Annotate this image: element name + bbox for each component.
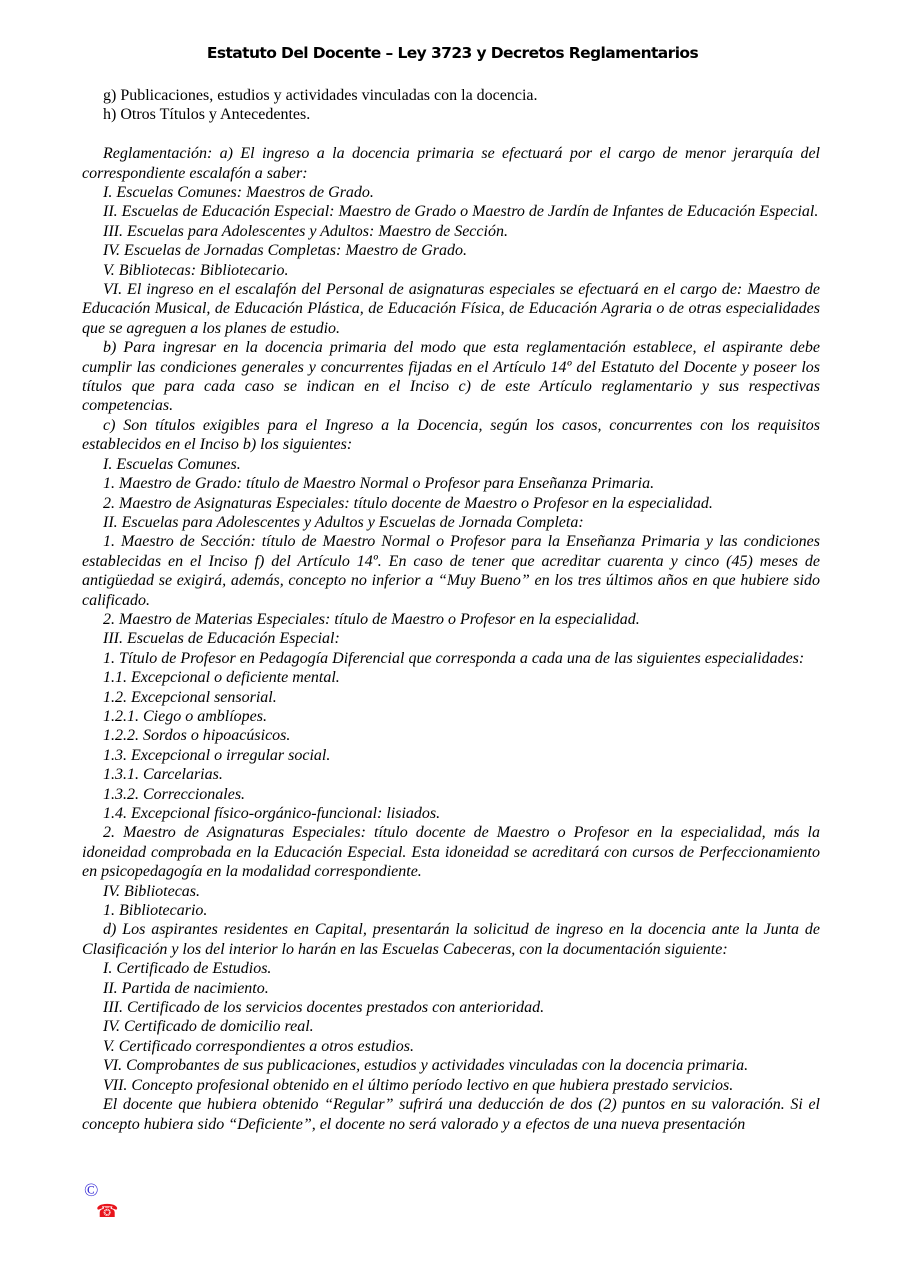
paragraph: V. Certificado correspondientes a otros estudios. bbox=[103, 1037, 414, 1055]
paragraph: d) Los aspirantes residentes en Capital, presentarán la solicitud de ingreso en la docencia ante la Junta de Clasificación y los del interior lo harán en las Escuelas Cabeceras, con la documentación siguiente: bbox=[82, 921, 820, 958]
paragraph: 1. Bibliotecario. bbox=[103, 902, 208, 920]
paragraph: Reglamentación: a) El ingreso a la docencia primaria se efectuará por el cargo de menor jerarquía del correspondiente escalafón a saber: bbox=[82, 145, 820, 182]
paragraph: El docente que hubiera obtenido “Regular” sufrirá una deducción de dos (2) puntos en su valoración. Si el concepto hubiera sido “Deficiente”, el docente no será valorado y a efectos de una nueva presentación bbox=[82, 1096, 820, 1133]
paragraph: 1. Maestro de Grado: título de Maestro Normal o Profesor para Enseñanza Primaria. bbox=[103, 475, 655, 493]
paragraph: 2. Maestro de Materias Especiales: título de Maestro o Profesor en la especialidad. bbox=[103, 610, 640, 628]
paragraph: I. Escuelas Comunes. bbox=[103, 455, 241, 473]
paragraph: VI. Comprobantes de sus publicaciones, estudios y actividades vinculadas con la docencia primaria. bbox=[103, 1057, 749, 1075]
paragraph: 1. Maestro de Sección: título de Maestro Normal o Profesor para la Enseñanza Primaria y las condiciones establecidas en el Inciso f) del Artículo 14º. En caso de tener que acreditar cuarenta y cinco (45) meses de antigüedad se exigirá, además, concepto no inferior a “Muy Bueno” en los tres últimos años en que hubiere sido calificado. bbox=[82, 533, 820, 609]
paragraph: I. Certificado de Estudios. bbox=[103, 960, 272, 978]
copyright-icon: © bbox=[84, 1180, 99, 1201]
paragraph: VI. El ingreso en el escalafón del Personal de asignaturas especiales se efectuará en el cargo de: Maestro de Educación Musical, de Educación Plástica, de Educación Física, de Educación Agraria o de otras especialidades que se agreguen a los planes de estudio. bbox=[82, 281, 820, 337]
intro-item: h) Otros Títulos y Antecedentes. bbox=[103, 106, 311, 124]
paragraph: 1. Título de Profesor en Pedagogía Diferencial que corresponda a cada una de las siguientes especialidades: bbox=[103, 649, 805, 667]
paragraph: II. Escuelas de Educación Especial: Maestro de Grado o Maestro de Jardín de Infantes de Educación Especial. bbox=[103, 203, 819, 221]
paragraph: I. Escuelas Comunes: Maestros de Grado. bbox=[103, 184, 374, 202]
telephone-icon: ☎ bbox=[96, 1201, 119, 1221]
paragraph: b) Para ingresar en la docencia primaria del modo que esta reglamentación establece, el aspirante debe cumplir las condiciones generales y concurrentes fijadas en el Artículo 14º del Estatuto del Docente y poseer los títulos que para cada caso se indican en el Inciso c) de este Artículo reglamentario y sus respectivas competencias. bbox=[82, 339, 820, 415]
paragraph: 1.3.2. Correccionales. bbox=[103, 785, 246, 803]
paragraph: III. Certificado de los servicios docentes prestados con anterioridad. bbox=[103, 999, 545, 1017]
paragraph: c) Son títulos exigibles para el Ingreso a la Docencia, según los casos, concurrentes con los requisitos establecidos en el Inciso b) los siguientes: bbox=[82, 416, 820, 454]
paragraph: IV. Certificado de domicilio real. bbox=[103, 1018, 314, 1036]
paragraph: IV. Bibliotecas. bbox=[103, 882, 201, 900]
paragraph: 1.1. Excepcional o deficiente mental. bbox=[103, 669, 340, 687]
spacer bbox=[82, 125, 820, 144]
paragraph: II. Escuelas para Adolescentes y Adultos y Escuelas de Jornada Completa: bbox=[103, 513, 584, 531]
paragraph: III. Escuelas para Adolescentes y Adultos: Maestro de Sección. bbox=[103, 222, 508, 240]
paragraph: 1.2.2. Sordos o hipoacúsicos. bbox=[103, 727, 291, 745]
page-header-title: Estatuto Del Docente – Ley 3723 y Decretos Reglamentarios bbox=[206, 44, 699, 62]
paragraph: IV. Escuelas de Jornadas Completas: Maestro de Grado. bbox=[103, 242, 467, 260]
intro-item: g) Publicaciones, estudios y actividades vinculadas con la docencia. bbox=[103, 87, 538, 104]
paragraph: 1.4. Excepcional físico-orgánico-funcional: lisiados. bbox=[103, 805, 441, 823]
document-body bbox=[82, 86, 820, 1134]
paragraph: III. Escuelas de Educación Especial: bbox=[103, 630, 340, 648]
paragraph: 1.2. Excepcional sensorial. bbox=[103, 688, 277, 706]
paragraph: 2. Maestro de Asignaturas Especiales: título docente de Maestro o Profesor en la especialidad. bbox=[103, 494, 713, 512]
paragraph: VII. Concepto profesional obtenido en el último período lectivo en que hubiera prestado servicios. bbox=[103, 1076, 734, 1094]
paragraph: V. Bibliotecas: Bibliotecario. bbox=[103, 261, 289, 279]
paragraph: 1.3. Excepcional o irregular social. bbox=[103, 746, 331, 764]
paragraph: 1.3.1. Carcelarias. bbox=[103, 766, 223, 784]
paragraph: 2. Maestro de Asignaturas Especiales: título docente de Maestro o Profesor en la especialidad, más la idoneidad comprobada en la Educación Especial. Esta idoneidad se acreditará con cursos de Perfeccionamiento en psicopedagogía en la modalidad correspondiente. bbox=[82, 824, 820, 881]
paragraph: II. Partida de nacimiento. bbox=[103, 979, 269, 997]
paragraph: 1.2.1. Ciego o amblíopes. bbox=[103, 707, 267, 725]
